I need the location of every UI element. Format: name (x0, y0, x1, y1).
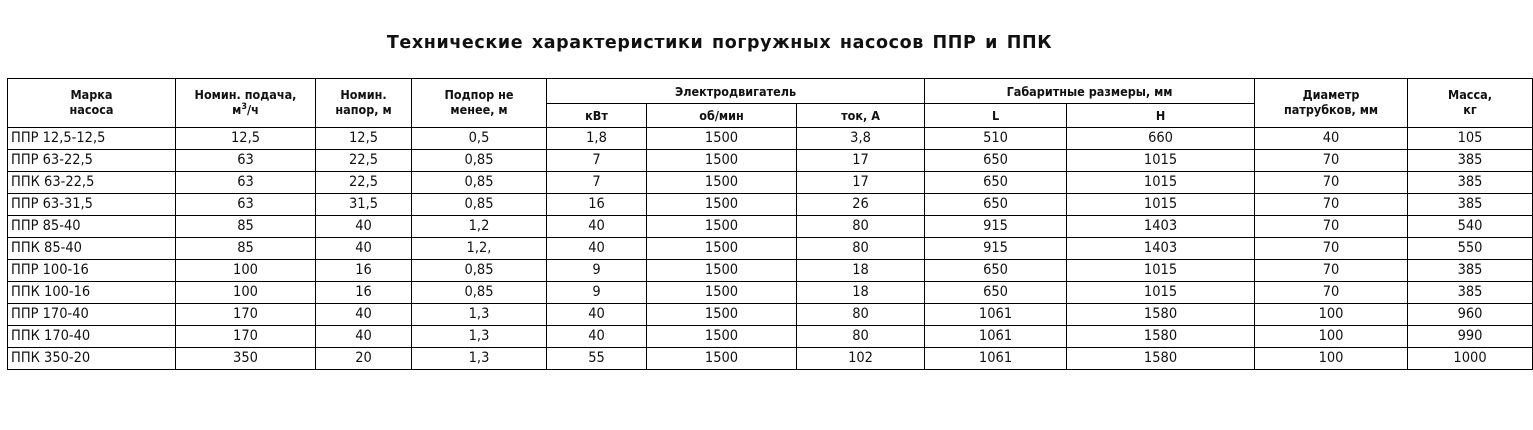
cell-h: 1580 (1067, 348, 1255, 370)
column-group-motor: Электродвигатель (547, 79, 925, 104)
cell-brand: ППК 100-16 (8, 282, 176, 304)
cell-head: 12,5 (316, 128, 412, 150)
cell-head: 22,5 (316, 172, 412, 194)
header-flow-line1: Номин. подача, (194, 87, 297, 102)
cell-h: 1015 (1067, 282, 1255, 304)
header-diam-line2: патрубков, мм (1283, 102, 1379, 117)
cell-kw: 55 (547, 348, 647, 370)
cell-brand: ППР 85-40 (8, 216, 176, 238)
cell-flow: 170 (176, 326, 316, 348)
header-flow-unit (176, 102, 315, 117)
table-row (8, 348, 1533, 370)
cell-current: 26 (797, 194, 925, 216)
cell-kw: 40 (547, 216, 647, 238)
cell-mass: 550 (1408, 238, 1533, 260)
cell-flow: 63 (176, 172, 316, 194)
column-header-backup (412, 79, 547, 128)
cell-l: 650 (925, 150, 1067, 172)
cell-mass: 385 (1408, 150, 1533, 172)
cell-brand: ППК 350-20 (8, 348, 176, 370)
cell-kw: 7 (547, 150, 647, 172)
cell-rpm: 1500 (647, 194, 797, 216)
cell-head: 20 (316, 348, 412, 370)
cell-h: 1015 (1067, 150, 1255, 172)
cell-backup: 1,3 (412, 326, 547, 348)
cell-mass: 385 (1408, 172, 1533, 194)
cell-kw: 40 (547, 304, 647, 326)
cell-l: 915 (925, 238, 1067, 260)
cell-diam: 100 (1255, 348, 1408, 370)
cell-mass: 385 (1408, 194, 1533, 216)
cell-brand: ППК 85-40 (8, 238, 176, 260)
cell-kw: 40 (547, 238, 647, 260)
cell-brand: ППР 63-22,5 (8, 150, 176, 172)
cell-backup: 0,85 (412, 194, 547, 216)
cell-rpm: 1500 (647, 326, 797, 348)
cell-head: 40 (316, 238, 412, 260)
header-brand-line1: Марка (70, 87, 113, 102)
cell-backup: 0,5 (412, 128, 547, 150)
cell-mass: 385 (1408, 282, 1533, 304)
table-row (8, 282, 1533, 304)
cell-h: 1015 (1067, 172, 1255, 194)
cell-rpm: 1500 (647, 238, 797, 260)
table-row (8, 194, 1533, 216)
header-backup-line1: Подпор не (444, 87, 514, 102)
cell-kw: 40 (547, 326, 647, 348)
column-header-brand (8, 79, 176, 128)
header-head-line2: напор, м (335, 102, 392, 117)
cell-head: 40 (316, 216, 412, 238)
cell-diam: 70 (1255, 238, 1408, 260)
cell-brand: ППР 170-40 (8, 304, 176, 326)
cell-rpm: 1500 (647, 172, 797, 194)
cell-diam: 100 (1255, 326, 1408, 348)
header-flow-unit-sup: 3 (241, 101, 247, 112)
cell-current: 102 (797, 348, 925, 370)
cell-kw: 9 (547, 282, 647, 304)
column-header-flow (176, 79, 316, 128)
cell-l: 915 (925, 216, 1067, 238)
cell-rpm: 1500 (647, 150, 797, 172)
column-header-length: L (925, 104, 1067, 128)
column-header-head (316, 79, 412, 128)
cell-brand: ППР 12,5-12,5 (8, 128, 176, 150)
cell-h: 1580 (1067, 304, 1255, 326)
header-row (8, 79, 1533, 104)
cell-h: 660 (1067, 128, 1255, 150)
cell-current: 18 (797, 260, 925, 282)
cell-flow: 63 (176, 194, 316, 216)
cell-l: 1061 (925, 348, 1067, 370)
header-diam-line1: Диаметр (1302, 87, 1360, 102)
cell-l: 650 (925, 260, 1067, 282)
cell-head: 16 (316, 260, 412, 282)
cell-kw: 1,8 (547, 128, 647, 150)
cell-backup: 1,2 (412, 216, 547, 238)
table-row (8, 216, 1533, 238)
cell-mass: 385 (1408, 260, 1533, 282)
cell-h: 1403 (1067, 238, 1255, 260)
header-flow-unit-base: м (232, 102, 242, 117)
header-backup-line2: менее, м (450, 102, 508, 117)
cell-rpm: 1500 (647, 304, 797, 326)
cell-kw: 9 (547, 260, 647, 282)
cell-diam: 70 (1255, 150, 1408, 172)
cell-head: 31,5 (316, 194, 412, 216)
cell-mass: 105 (1408, 128, 1533, 150)
cell-flow: 12,5 (176, 128, 316, 150)
cell-diam: 40 (1255, 128, 1408, 150)
column-header-rpm: об/мин (647, 104, 797, 128)
cell-current: 17 (797, 150, 925, 172)
cell-head: 22,5 (316, 150, 412, 172)
cell-current: 18 (797, 282, 925, 304)
column-group-dims: Габаритные размеры, мм (925, 79, 1255, 104)
cell-backup: 0,85 (412, 150, 547, 172)
cell-rpm: 1500 (647, 216, 797, 238)
column-header-height: H (1067, 104, 1255, 128)
table-row (8, 304, 1533, 326)
cell-brand: ППК 170-40 (8, 326, 176, 348)
cell-l: 650 (925, 172, 1067, 194)
cell-current: 3,8 (797, 128, 925, 150)
cell-diam: 70 (1255, 172, 1408, 194)
cell-mass: 540 (1408, 216, 1533, 238)
cell-l: 1061 (925, 326, 1067, 348)
cell-rpm: 1500 (647, 128, 797, 150)
cell-flow: 85 (176, 216, 316, 238)
cell-backup: 1,3 (412, 304, 547, 326)
cell-backup: 0,85 (412, 172, 547, 194)
cell-l: 1061 (925, 304, 1067, 326)
table-body (8, 128, 1533, 370)
cell-l: 650 (925, 282, 1067, 304)
cell-head: 40 (316, 326, 412, 348)
table-header (8, 79, 1533, 128)
cell-backup: 1,3 (412, 348, 547, 370)
cell-current: 80 (797, 304, 925, 326)
header-mass-line2: кг (1463, 102, 1477, 117)
cell-current: 80 (797, 238, 925, 260)
document-title: Технические характеристики погружных насосов ППР и ППК (386, 33, 1053, 53)
cell-l: 650 (925, 194, 1067, 216)
cell-l: 510 (925, 128, 1067, 150)
cell-flow: 100 (176, 260, 316, 282)
header-mass-line1: Масса, (1448, 87, 1493, 102)
cell-backup: 0,85 (412, 282, 547, 304)
cell-head: 16 (316, 282, 412, 304)
column-header-diameter (1255, 79, 1408, 128)
cell-brand: ППР 100-16 (8, 260, 176, 282)
cell-diam: 70 (1255, 194, 1408, 216)
cell-rpm: 1500 (647, 282, 797, 304)
cell-mass: 990 (1408, 326, 1533, 348)
cell-brand: ППК 63-22,5 (8, 172, 176, 194)
header-head-line1: Номин. (340, 87, 387, 102)
cell-rpm: 1500 (647, 260, 797, 282)
cell-kw: 7 (547, 172, 647, 194)
column-header-current: ток, А (797, 104, 925, 128)
cell-backup: 1,2, (412, 238, 547, 260)
table-row (8, 172, 1533, 194)
cell-flow: 170 (176, 304, 316, 326)
column-header-mass (1408, 79, 1533, 128)
cell-backup: 0,85 (412, 260, 547, 282)
cell-kw: 16 (547, 194, 647, 216)
cell-flow: 350 (176, 348, 316, 370)
cell-brand: ППР 63-31,5 (8, 194, 176, 216)
cell-diam: 70 (1255, 216, 1408, 238)
cell-current: 17 (797, 172, 925, 194)
table-row (8, 128, 1533, 150)
cell-diam: 100 (1255, 304, 1408, 326)
pump-specs-table (7, 78, 1533, 370)
cell-flow: 100 (176, 282, 316, 304)
cell-mass: 960 (1408, 304, 1533, 326)
cell-mass: 1000 (1408, 348, 1533, 370)
header-flow-unit-tail: /ч (247, 102, 259, 117)
cell-current: 80 (797, 326, 925, 348)
cell-h: 1403 (1067, 216, 1255, 238)
cell-h: 1580 (1067, 326, 1255, 348)
cell-diam: 70 (1255, 282, 1408, 304)
cell-flow: 85 (176, 238, 316, 260)
cell-rpm: 1500 (647, 348, 797, 370)
cell-h: 1015 (1067, 260, 1255, 282)
table-row (8, 238, 1533, 260)
cell-h: 1015 (1067, 194, 1255, 216)
column-header-kw: кВт (547, 104, 647, 128)
table-row (8, 150, 1533, 172)
cell-diam: 70 (1255, 260, 1408, 282)
table-row (8, 260, 1533, 282)
table-row (8, 326, 1533, 348)
cell-flow: 63 (176, 150, 316, 172)
cell-current: 80 (797, 216, 925, 238)
cell-head: 40 (316, 304, 412, 326)
header-brand-line2: насоса (69, 102, 114, 117)
